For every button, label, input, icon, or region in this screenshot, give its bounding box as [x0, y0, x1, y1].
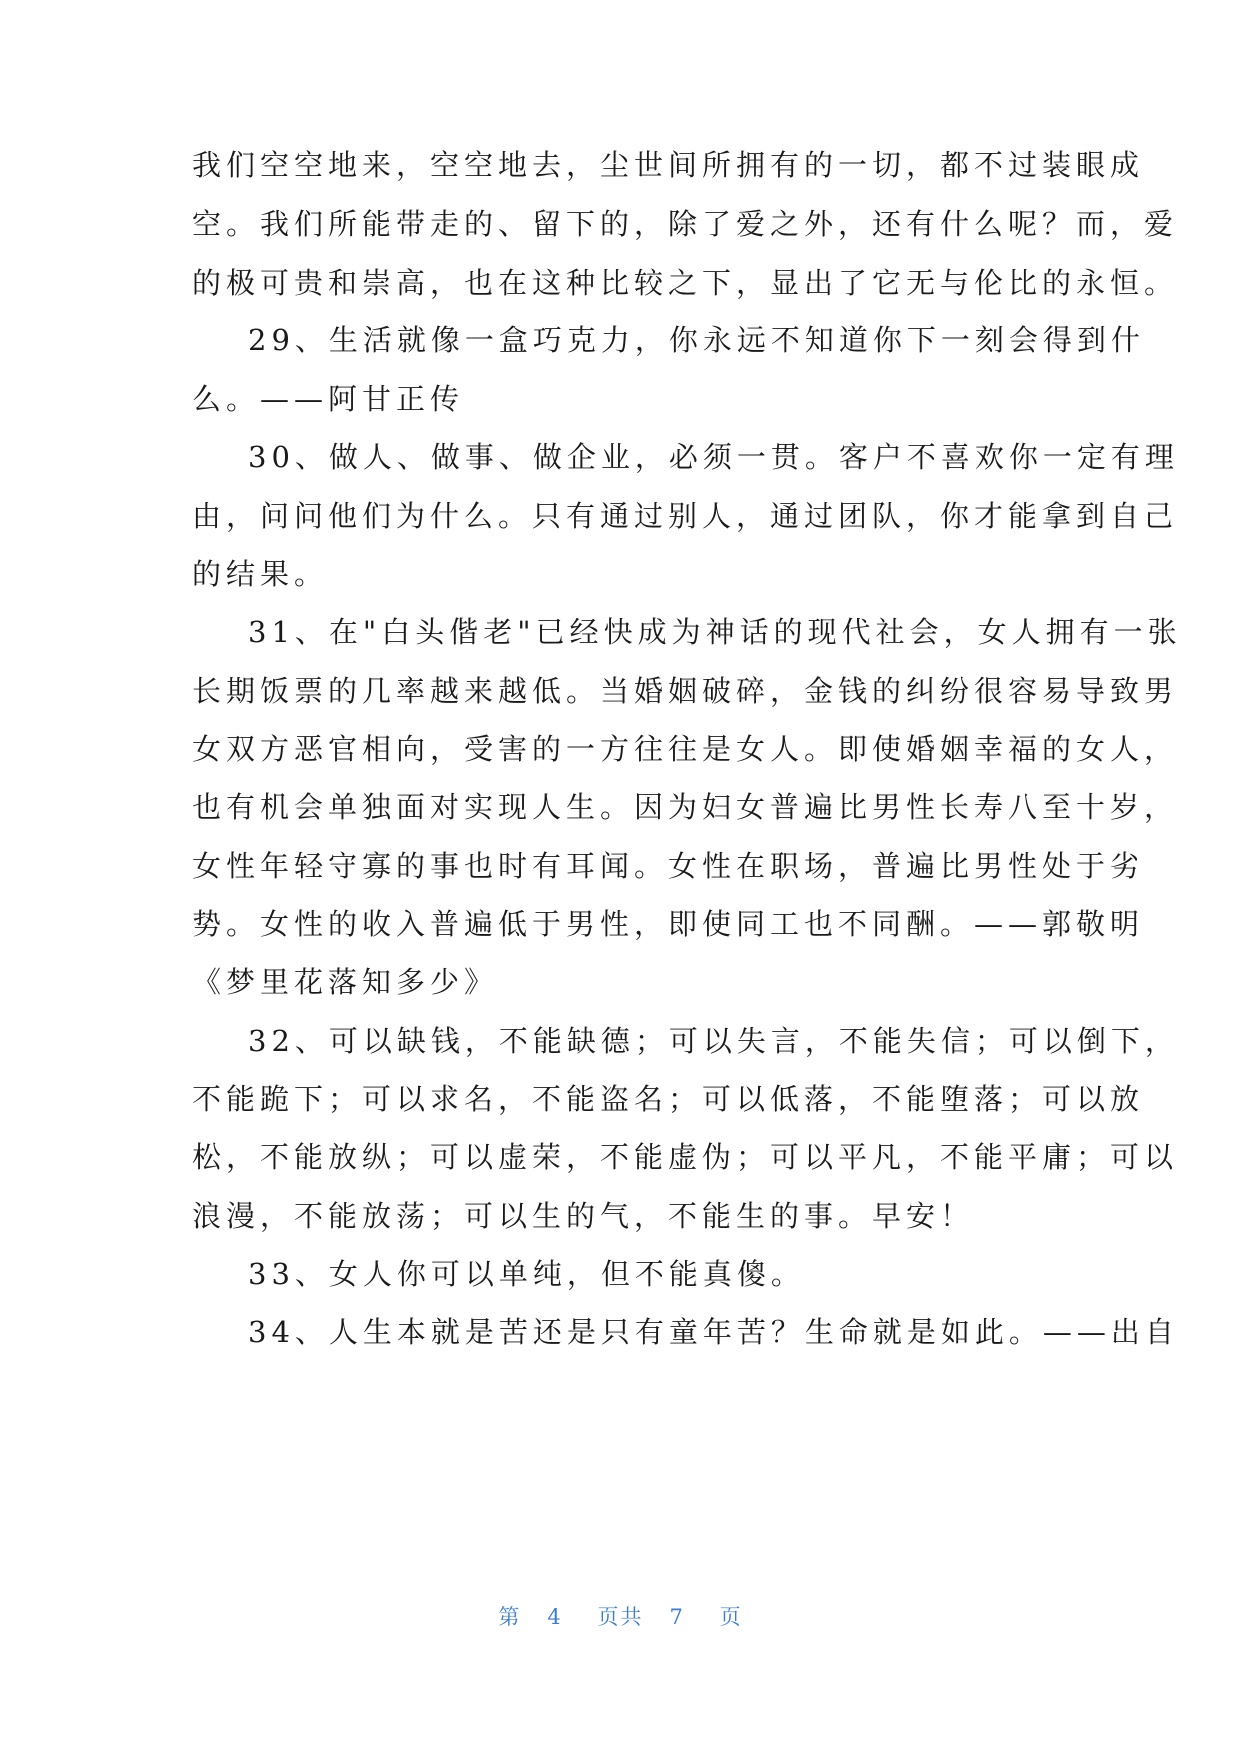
text-line: 长期饭票的几率越来越低。当婚姻破碎，金钱的纠纷很容易导致男: [192, 674, 1179, 708]
text-line: 由，问问他们为什么。只有通过别人，通过团队，你才能拿到自己: [192, 499, 1179, 533]
text-line: 我们空空地来，空空地去，尘世间所拥有的一切，都不过装眼成: [192, 148, 1145, 182]
text-line: 30、做人、做事、做企业，必须一贯。客户不喜欢你一定有理: [248, 440, 1179, 474]
text-line: 31、在"白头偕老"已经快成为神话的现代社会，女人拥有一张: [248, 615, 1182, 649]
text-line: 的结果。: [192, 557, 329, 591]
text-line: 的极可贵和崇高，也在这种比较之下，显出了它无与伦比的永恒。: [192, 266, 1179, 300]
text-line: 不能跪下；可以求名，不能盗名；可以低落，不能堕落；可以放: [192, 1082, 1145, 1116]
text-line: 女双方恶官相向，受害的一方往往是女人。即使婚姻幸福的女人，: [192, 732, 1179, 766]
text-line: 浪漫，不能放荡；可以生的气，不能生的事。早安！: [192, 1199, 975, 1233]
text-line: 空。我们所能带走的、留下的，除了爱之外，还有什么呢？而，爱: [192, 207, 1179, 241]
text-line: 也有机会单独面对实现人生。因为妇女普遍比男性长寿八至十岁，: [192, 790, 1179, 824]
text-line: 34、人生本就是苦还是只有童年苦？生命就是如此。——出自: [248, 1315, 1179, 1349]
page-footer: [0, 1602, 1241, 1632]
text-line: 32、可以缺钱，不能缺德；可以失言，不能失信；可以倒下，: [248, 1024, 1179, 1058]
footer-page-number: 4: [547, 1605, 563, 1629]
text-line: 33、女人你可以单纯，但不能真傻。: [248, 1257, 805, 1291]
text-line: 势。女性的收入普遍低于男性，即使同工也不同酬。——郭敬明: [192, 907, 1145, 941]
footer-middle: 页共: [597, 1605, 644, 1629]
text-line: 《梦里花落知多少》: [192, 965, 499, 999]
text-line: 松，不能放纵；可以虚荣，不能虚伪；可以平凡，不能平庸；可以: [192, 1140, 1179, 1174]
footer-prefix: 第: [498, 1605, 522, 1629]
text-line: 29、生活就像一盒巧克力，你永远不知道你下一刻会得到什: [248, 323, 1145, 357]
text-line: 女性年轻守寡的事也时有耳闻。女性在职场，普遍比男性处于劣: [192, 849, 1145, 883]
footer-suffix: 页: [719, 1605, 743, 1629]
text-line: 么。——阿甘正传: [192, 382, 465, 416]
footer-total-pages: 7: [669, 1605, 685, 1629]
